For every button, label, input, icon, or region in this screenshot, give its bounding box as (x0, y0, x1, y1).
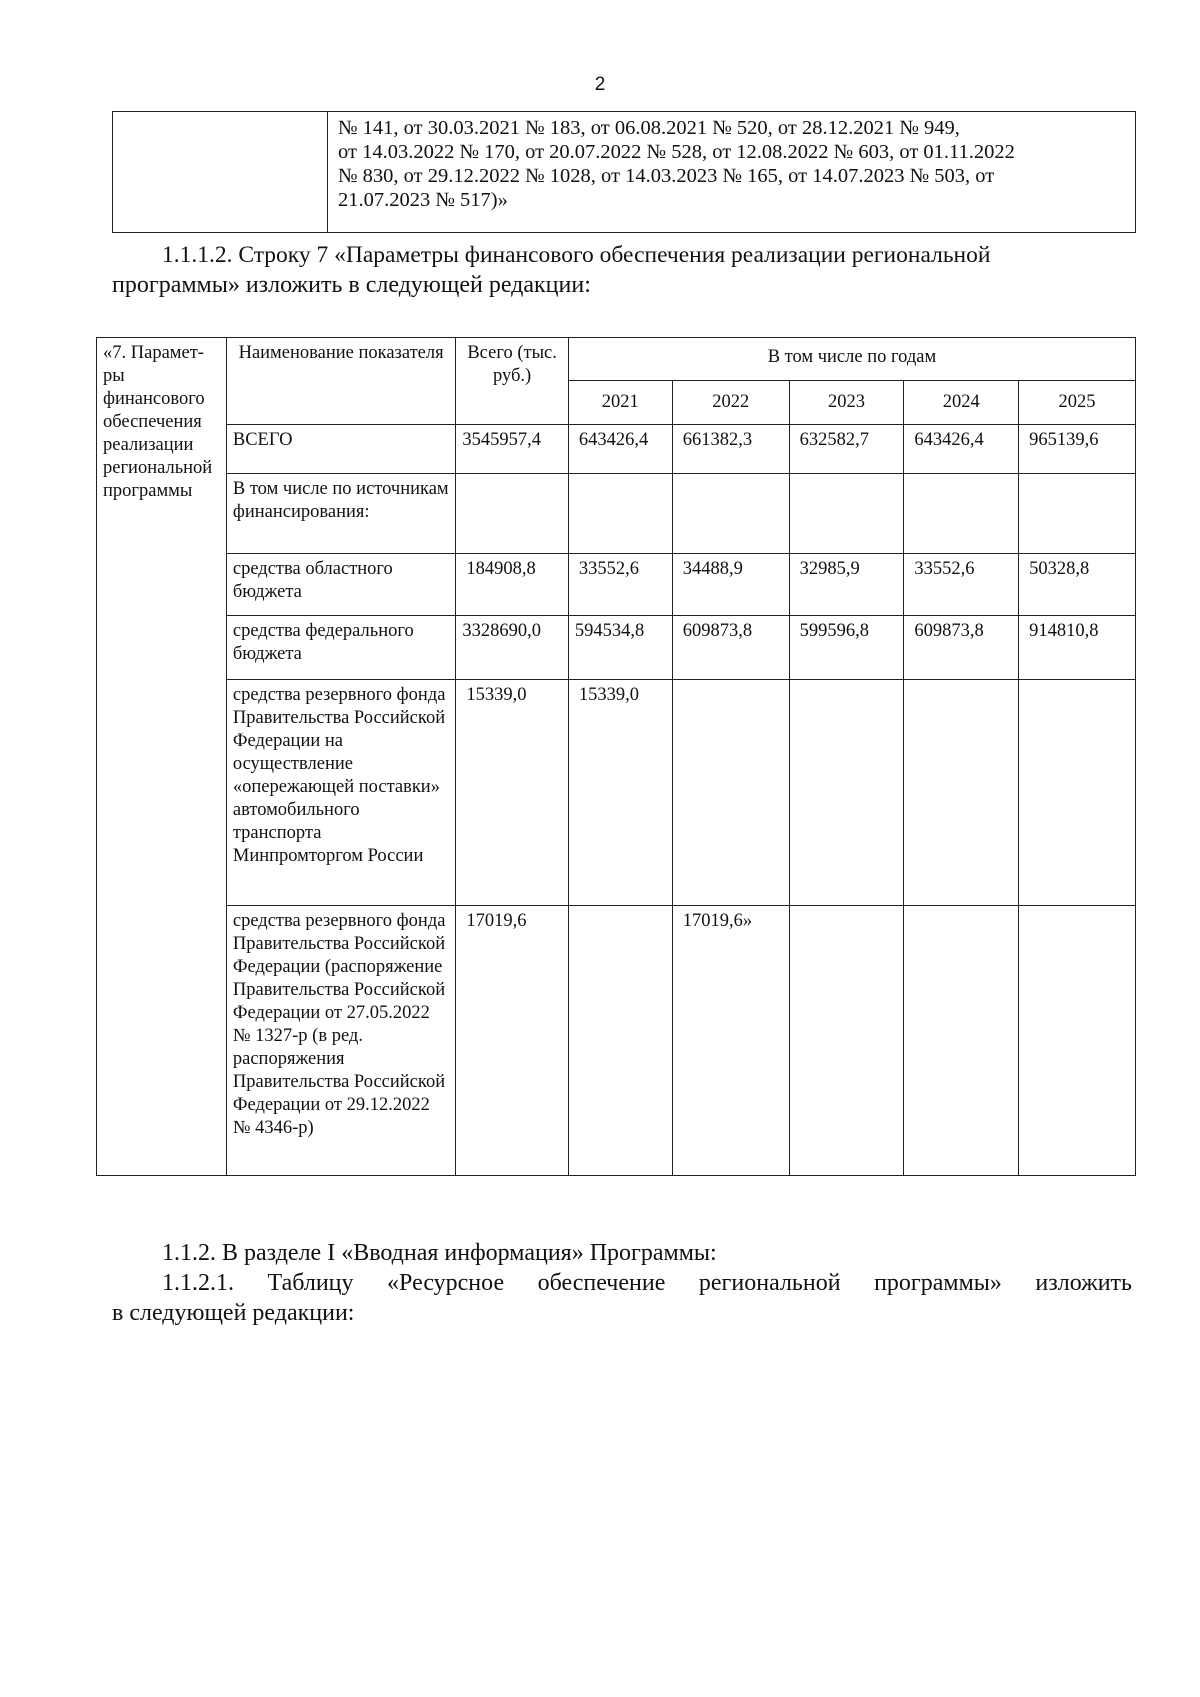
row-value (789, 680, 904, 906)
table-row (97, 425, 1136, 474)
row-value (904, 906, 1019, 1176)
continuation-line: 21.07.2023 № 517)» (338, 189, 508, 211)
row-value (672, 680, 789, 906)
header-year: 2022 (672, 381, 789, 425)
row-name: средства резервного фонда Правительства Российской Федерации на осуществление «опережающей поставки» автомобильного транспорта Минпромторгом России (226, 680, 455, 906)
row-value: 661382,3 (672, 425, 789, 474)
row-value (672, 474, 789, 554)
row-value: 32985,9 (789, 554, 904, 616)
row-value (904, 474, 1019, 554)
financing-parameters-table (96, 337, 1136, 1176)
table-row (97, 474, 1136, 554)
table-row (97, 680, 1136, 906)
paragraph-line: 1.1.2. В разделе I «Вводная информация» Программы: (162, 1240, 717, 1266)
row-value (568, 474, 672, 554)
row-value (904, 680, 1019, 906)
paragraph-line: 1.1.1.2. Строку 7 «Параметры финансового обеспечения реализации региональной (162, 242, 991, 268)
header-years-group: В том числе по годам (568, 338, 1135, 381)
continuation-text-cell (328, 112, 1136, 233)
row-value: 599596,8 (789, 616, 904, 680)
row-value: 609873,8 (904, 616, 1019, 680)
row-value: 15339,0 (568, 680, 672, 906)
paragraph-line: в следующей редакции: (112, 1300, 355, 1326)
row-value: 965139,6 (1019, 425, 1136, 474)
row-label-cell: «7. Парамет-ры финансового обеспечения реализации региональной программы (97, 338, 227, 1176)
page-number: 2 (594, 74, 606, 95)
row-value (789, 474, 904, 554)
row-value: 33552,6 (568, 554, 672, 616)
row-value: 594534,8 (568, 616, 672, 680)
row-name: ВСЕГО (226, 425, 455, 474)
row-value: 632582,7 (789, 425, 904, 474)
paragraph-1-1-1-2 (112, 240, 1132, 300)
row-name: средства областного бюджета (226, 554, 455, 616)
header-indicator-name: Наименование показателя (226, 338, 455, 425)
row-value: 33552,6 (904, 554, 1019, 616)
header-year: 2024 (904, 381, 1019, 425)
continuation-line: от 14.03.2022 № 170, от 20.07.2022 № 528, от 12.08.2022 № 603, от 01.11.2022 (338, 141, 1015, 163)
row-value (789, 906, 904, 1176)
table-row (97, 906, 1136, 1176)
row-value (568, 906, 672, 1176)
table-row (97, 616, 1136, 680)
row-value (1019, 680, 1136, 906)
continuation-line: № 830, от 29.12.2022 № 1028, от 14.03.2023 № 165, от 14.07.2023 № 503, от (338, 165, 995, 187)
table-row (97, 554, 1136, 616)
row-name: средства федерального бюджета (226, 616, 455, 680)
header-total: Всего (тыс. руб.) (456, 338, 569, 425)
continuation-left-cell (113, 112, 328, 233)
row-total: 3328690,0 (456, 616, 569, 680)
row-total: 184908,8 (456, 554, 569, 616)
row-total: 3545957,4 (456, 425, 569, 474)
row-name: В том числе по источникам финансирования: (226, 474, 455, 554)
row-value: 50328,8 (1019, 554, 1136, 616)
paragraph-1-1-2 (112, 1238, 1132, 1328)
row-value: 643426,4 (568, 425, 672, 474)
row-total: 15339,0 (456, 680, 569, 906)
row-value: 914810,8 (1019, 616, 1136, 680)
continuation-line: № 141, от 30.03.2021 № 183, от 06.08.2021 № 520, от 28.12.2021 № 949, (338, 117, 960, 139)
header-year: 2023 (789, 381, 904, 425)
paragraph-line: программы» изложить в следующей редакции: (112, 272, 591, 298)
row-value: 643426,4 (904, 425, 1019, 474)
continuation-table (112, 111, 1136, 233)
header-year: 2021 (568, 381, 672, 425)
row-total: 17019,6 (456, 906, 569, 1176)
row-total (456, 474, 569, 554)
row-value: 34488,9 (672, 554, 789, 616)
header-year: 2025 (1019, 381, 1136, 425)
row-value (1019, 474, 1136, 554)
row-value: 17019,6» (672, 906, 789, 1176)
row-name: средства резервного фонда Правительства Российской Федерации (распоряжение Правительства Российской Федерации от 27.05.2022 № 1327-р (в ред. распоряжения Правительства Российской Федерации от 29.12.2022 № 4346-р) (226, 906, 455, 1176)
paragraph-line: 1.1.2.1. Таблицу «Ресурсное обеспечение региональной программы» изложить (162, 1270, 1132, 1296)
row-value: 609873,8 (672, 616, 789, 680)
row-value (1019, 906, 1136, 1176)
